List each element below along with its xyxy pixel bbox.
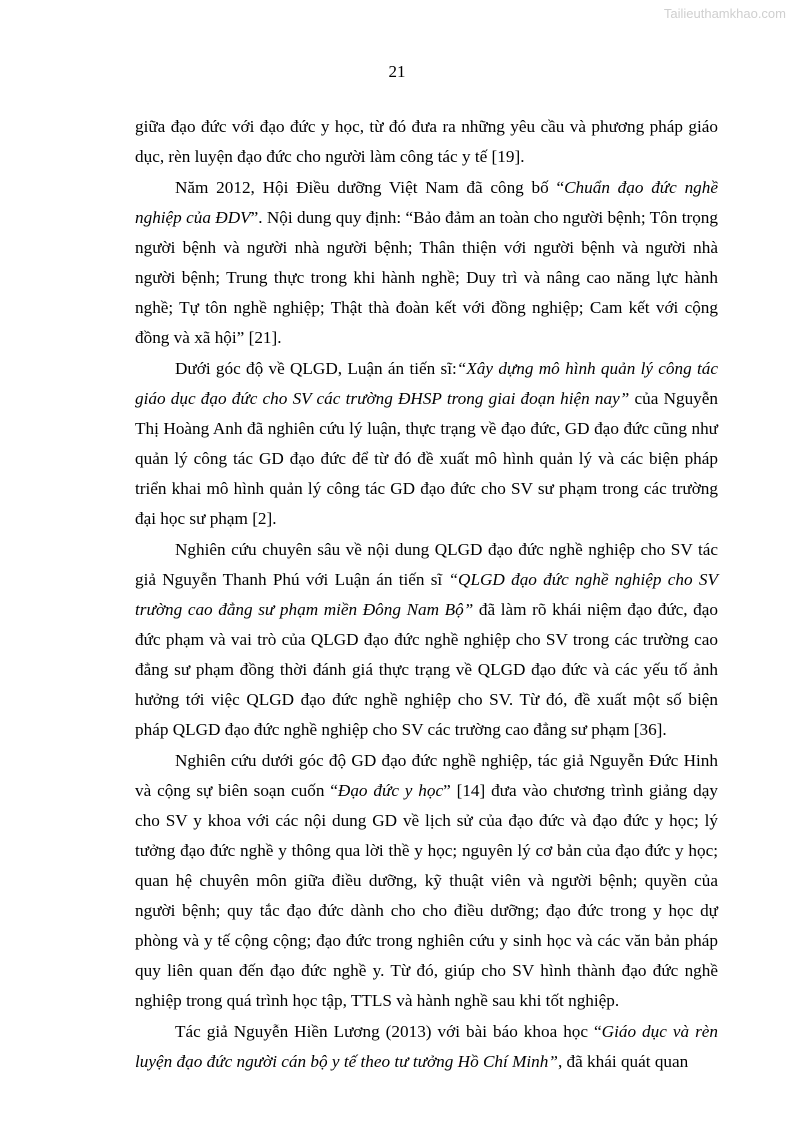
paragraph-italic-text: Giáo dục và rèn luyện đạo đức người cán bộ y tế theo tư tưởng Hồ Chí Minh” xyxy=(135,1022,718,1071)
document-body xyxy=(135,112,718,1078)
paragraph-italic-text: “Xây dựng mô hình quản lý công tác giáo dục đạo đức cho SV các trường ĐHSP trong giai đoạn hiện nay” xyxy=(135,359,718,408)
paragraph-text: ” [14] đưa vào chương trình giảng dạy cho SV y khoa với các nội dung GD về lịch sử của đạo đức và đạo đức y học; lý tưởng đạo đức nghề y thông qua lời thề y học; nguyên lý cơ bản của đạo đức y học; quan hệ chuyên môn giữa điều dưỡng, kỹ thuật viên và người bệnh; quyền của người bệnh; quy tắc đạo đức dành cho cho điều dưỡng; đạo đức trong y học dự phòng và y tế cộng cộng; đạo đức trong nghiên cứu y sinh học và các văn bản pháp quy liên quan đến đạo đức nghề y. Từ đó, giúp cho SV hình thành đạo đức nghề nghiệp trong quá trình học tập, TTLS và hành nghề sau khi tốt nghiệp. xyxy=(135,781,718,1010)
paragraph-text: ”. Nội dung quy định: “Bảo đảm an toàn cho người bệnh; Tôn trọng người bệnh và người nhà người bệnh; Thân thiện với người bệnh và người nhà người bệnh; Trung thực trong khi hành nghề; Duy trì và nâng cao năng lực hành nghề; Tự tôn nghề nghiệp; Thật thà đoàn kết với đồng nghiệp; Cam kết với cộng đồng và xã hội” [21]. xyxy=(135,208,718,347)
paragraph-italic-text: Đạo đức y học xyxy=(337,781,444,800)
paragraph xyxy=(135,746,718,1016)
paragraph xyxy=(135,1017,718,1077)
paragraph-text: đã làm rõ khái niệm đạo đức, đạo đức phạm và vai trò của QLGD đạo đức nghề nghiệp cho SV trong các trường cao đẳng sư phạm đồng thời đánh giá thực trạng về QLGD đạo đức và các yếu tố ảnh hưởng tới việc QLGD đạo đức nghề nghiệp cho SV. Từ đó, đề xuất một số biện pháp QLGD đạo đức nghề nghiệp cho SV các trường cao đẳng sư phạm [36]. xyxy=(135,600,718,739)
paragraph-text: , đã khái quát quan xyxy=(557,1052,689,1071)
paragraph xyxy=(135,173,718,353)
paragraph-text: Tác giả Nguyễn Hiền Lương (2013) với bài báo khoa học “ xyxy=(175,1022,602,1041)
paragraph-italic-text: “QLGD đạo đức nghề nghiệp cho SV trường cao đẳng sư phạm miền Đông Nam Bộ” xyxy=(135,570,718,619)
paragraph-text: giữa đạo đức với đạo đức y học, từ đó đưa ra những yêu cầu và phương pháp giáo dục, rèn luyện đạo đức cho người làm công tác y tế [19]. xyxy=(135,117,718,166)
paragraph xyxy=(135,535,718,745)
paragraph-text: Nghiên cứu dưới góc độ GD đạo đức nghề nghiệp, tác giả Nguyễn Đức Hinh và cộng sự biên soạn cuốn “ xyxy=(135,751,718,800)
paragraph-text: của Nguyễn Thị Hoàng Anh đã nghiên cứu lý luận, thực trạng về đạo đức, GD đạo đức cũng như quản lý công tác GD đạo đức để từ đó đề xuất mô hình quản lý và các biện pháp triển khai mô hình quản lý công tác GD đạo đức cho SV sư phạm trong các trường đại học sư phạm [2]. xyxy=(135,389,718,528)
paragraph xyxy=(135,112,718,172)
page-number: 21 xyxy=(388,62,406,81)
paragraph-text: Dưới góc độ về QLGD, Luận án tiến sĩ: xyxy=(175,359,457,378)
watermark: Tailieuthamkhao.com xyxy=(663,6,786,21)
paragraph-text: Nghiên cứu chuyên sâu về nội dung QLGD đạo đức nghề nghiệp cho SV tác giả Nguyễn Thanh Phú với Luận án tiến sĩ xyxy=(135,540,718,589)
paragraph-text: Năm 2012, Hội Điều dưỡng Việt Nam đã công bố “ xyxy=(175,178,565,197)
paragraph xyxy=(135,354,718,534)
paragraph-italic-text: Chuẩn đạo đức nghề nghiệp của ĐDV xyxy=(135,178,718,227)
